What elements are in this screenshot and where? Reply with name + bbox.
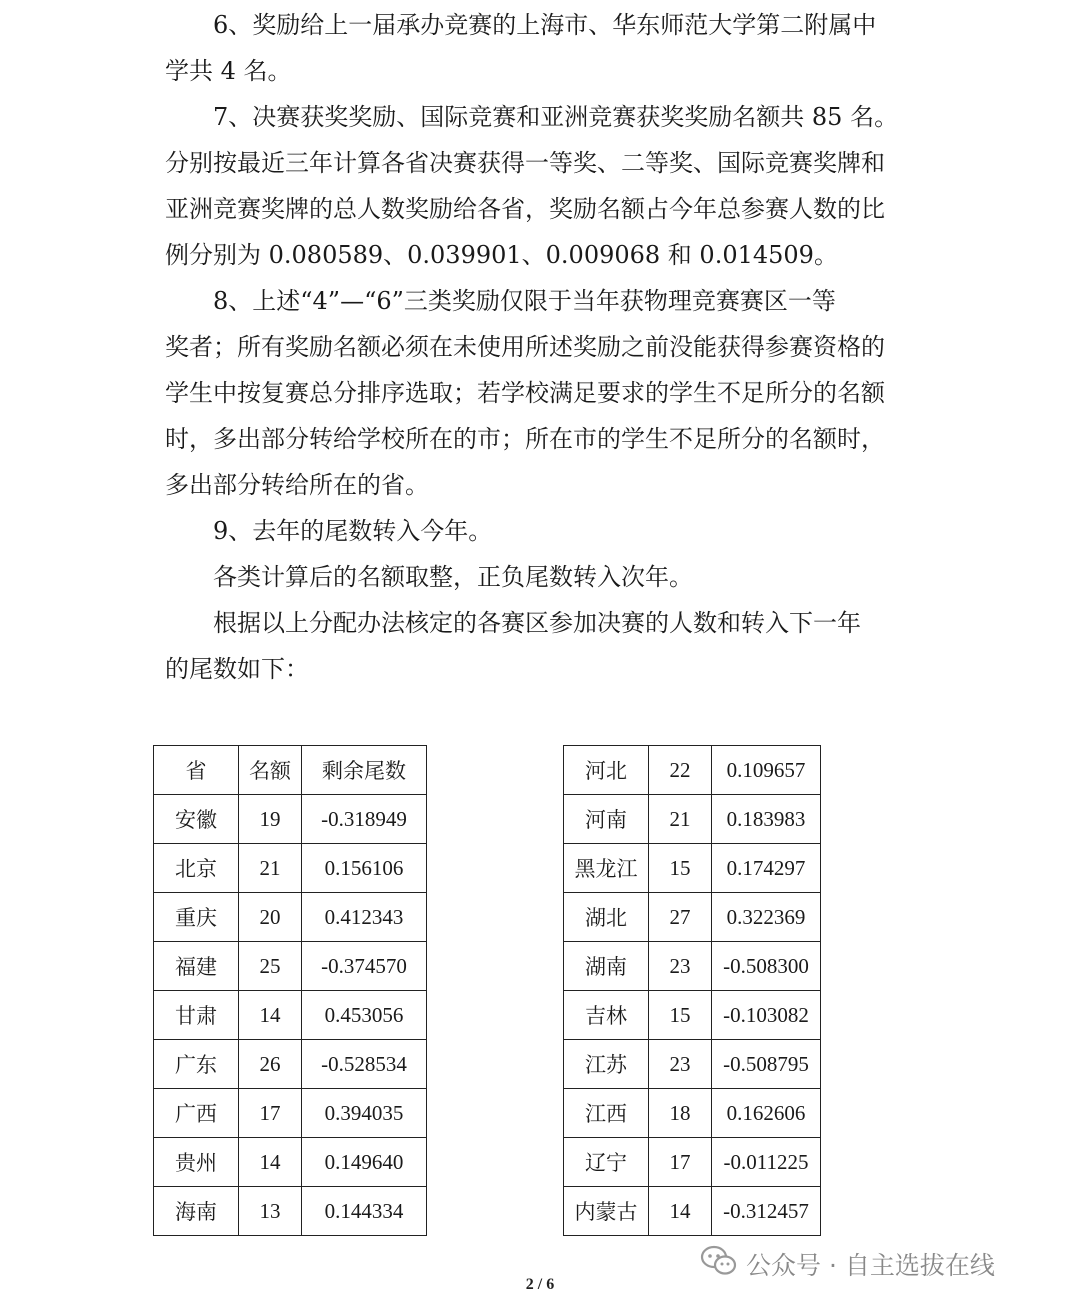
remainder-cell: 0.174297 xyxy=(712,844,821,893)
remainder-cell: 0.183983 xyxy=(712,795,821,844)
province-cell: 江苏 xyxy=(564,1040,649,1089)
table-row xyxy=(154,1089,427,1138)
province-cell: 江西 xyxy=(564,1089,649,1138)
quota-cell: 25 xyxy=(239,942,302,991)
province-cell: 黑龙江 xyxy=(564,844,649,893)
text-line: 各类计算后的名额取整，正负尾数转入次年。 xyxy=(213,563,693,591)
province-cell: 广东 xyxy=(154,1040,239,1089)
text-line: 亚洲竞赛奖牌的总人数奖励给各省，奖励名额占今年总参赛人数的比 xyxy=(165,195,885,223)
table-row xyxy=(564,893,821,942)
text-line: 根据以上分配办法核定的各赛区参加决赛的人数和转入下一年 xyxy=(213,609,861,637)
page-number: 2 / 6 xyxy=(525,1276,555,1293)
text-line: 多出部分转给所在的省。 xyxy=(165,471,429,499)
province-cell: 海南 xyxy=(154,1187,239,1236)
column-header: 名额 xyxy=(239,746,302,795)
province-cell: 湖北 xyxy=(564,893,649,942)
province-cell: 安徽 xyxy=(154,795,239,844)
quota-cell: 13 xyxy=(239,1187,302,1236)
remainder-cell: -0.011225 xyxy=(712,1138,821,1187)
watermark-text: 公众号 · 自主选拔在线 xyxy=(746,1251,995,1280)
province-cell: 河南 xyxy=(564,795,649,844)
quota-cell: 23 xyxy=(649,942,712,991)
table-row xyxy=(154,893,427,942)
text-line: 分别按最近三年计算各省决赛获得一等奖、二等奖、国际竞赛奖牌和 xyxy=(165,149,885,177)
body-text xyxy=(165,2,925,692)
remainder-cell: 0.144334 xyxy=(302,1187,427,1236)
text-line: 的尾数如下： xyxy=(165,655,309,683)
province-cell: 吉林 xyxy=(564,991,649,1040)
table-row xyxy=(154,1138,427,1187)
remainder-cell: -0.374570 xyxy=(302,942,427,991)
quota-cell: 17 xyxy=(239,1089,302,1138)
text-line: 6、奖励给上一届承办竞赛的上海市、华东师范大学第二附属中 xyxy=(213,11,877,39)
table-row xyxy=(564,1040,821,1089)
quota-cell: 21 xyxy=(649,795,712,844)
remainder-cell: 0.453056 xyxy=(302,991,427,1040)
table-row xyxy=(564,991,821,1040)
quota-cell: 17 xyxy=(649,1138,712,1187)
remainder-cell: 0.162606 xyxy=(712,1089,821,1138)
quota-cell: 15 xyxy=(649,991,712,1040)
remainder-cell: 0.394035 xyxy=(302,1089,427,1138)
quota-cell: 20 xyxy=(239,893,302,942)
province-cell: 广西 xyxy=(154,1089,239,1138)
quota-cell: 21 xyxy=(239,844,302,893)
text-line: 7、决赛获奖奖励、国际竞赛和亚洲竞赛获奖奖励名额共 85 名。 xyxy=(213,103,899,131)
text-line: 8、上述“4”—“6”三类奖励仅限于当年获物理竞赛赛区一等 xyxy=(213,287,836,315)
text-line: 学生中按复赛总分排序选取；若学校满足要求的学生不足所分的名额 xyxy=(165,379,885,407)
table-row xyxy=(154,795,427,844)
table-row xyxy=(154,844,427,893)
province-cell: 福建 xyxy=(154,942,239,991)
province-cell: 甘肃 xyxy=(154,991,239,1040)
table-row xyxy=(564,795,821,844)
remainder-cell: -0.508795 xyxy=(712,1040,821,1089)
text-line: 例分别为 0.080589、0.039901、0.009068 和 0.014509。 xyxy=(165,241,838,269)
quota-table-right xyxy=(563,745,821,1236)
column-header: 省 xyxy=(154,746,239,795)
province-cell: 辽宁 xyxy=(564,1138,649,1187)
table-row xyxy=(564,844,821,893)
quota-cell: 18 xyxy=(649,1089,712,1138)
quota-cell: 27 xyxy=(649,893,712,942)
remainder-cell: 0.149640 xyxy=(302,1138,427,1187)
text-line: 学共 4 名。 xyxy=(165,57,292,85)
remainder-cell: 0.156106 xyxy=(302,844,427,893)
table-row xyxy=(154,942,427,991)
quota-cell: 14 xyxy=(239,991,302,1040)
column-header: 剩余尾数 xyxy=(302,746,427,795)
table-row xyxy=(564,746,821,795)
remainder-cell: -0.508300 xyxy=(712,942,821,991)
table-row xyxy=(564,1138,821,1187)
table-row xyxy=(564,1187,821,1236)
text-line: 奖者；所有奖励名额必须在未使用所述奖励之前没能获得参赛资格的 xyxy=(165,333,885,361)
quota-cell: 14 xyxy=(239,1138,302,1187)
province-cell: 重庆 xyxy=(154,893,239,942)
quota-cell: 22 xyxy=(649,746,712,795)
table-row xyxy=(564,1089,821,1138)
table-row xyxy=(154,1187,427,1236)
quota-cell: 19 xyxy=(239,795,302,844)
text-line: 9、去年的尾数转入今年。 xyxy=(213,517,493,545)
remainder-cell: 0.322369 xyxy=(712,893,821,942)
province-cell: 北京 xyxy=(154,844,239,893)
quota-cell: 23 xyxy=(649,1040,712,1089)
remainder-cell: -0.528534 xyxy=(302,1040,427,1089)
province-cell: 内蒙古 xyxy=(564,1187,649,1236)
table-row xyxy=(564,942,821,991)
table-header-row xyxy=(154,746,427,795)
text-line: 时，多出部分转给学校所在的市；所在市的学生不足所分的名额时， xyxy=(165,425,885,453)
remainder-cell: -0.312457 xyxy=(712,1187,821,1236)
province-cell: 贵州 xyxy=(154,1138,239,1187)
table-row xyxy=(154,1040,427,1089)
remainder-cell: 0.109657 xyxy=(712,746,821,795)
remainder-cell: -0.103082 xyxy=(712,991,821,1040)
quota-table-left xyxy=(153,745,427,1236)
quota-cell: 14 xyxy=(649,1187,712,1236)
quota-cell: 26 xyxy=(239,1040,302,1089)
quota-cell: 15 xyxy=(649,844,712,893)
province-cell: 湖南 xyxy=(564,942,649,991)
remainder-cell: 0.412343 xyxy=(302,893,427,942)
table-row xyxy=(154,991,427,1040)
province-cell: 河北 xyxy=(564,746,649,795)
remainder-cell: -0.318949 xyxy=(302,795,427,844)
